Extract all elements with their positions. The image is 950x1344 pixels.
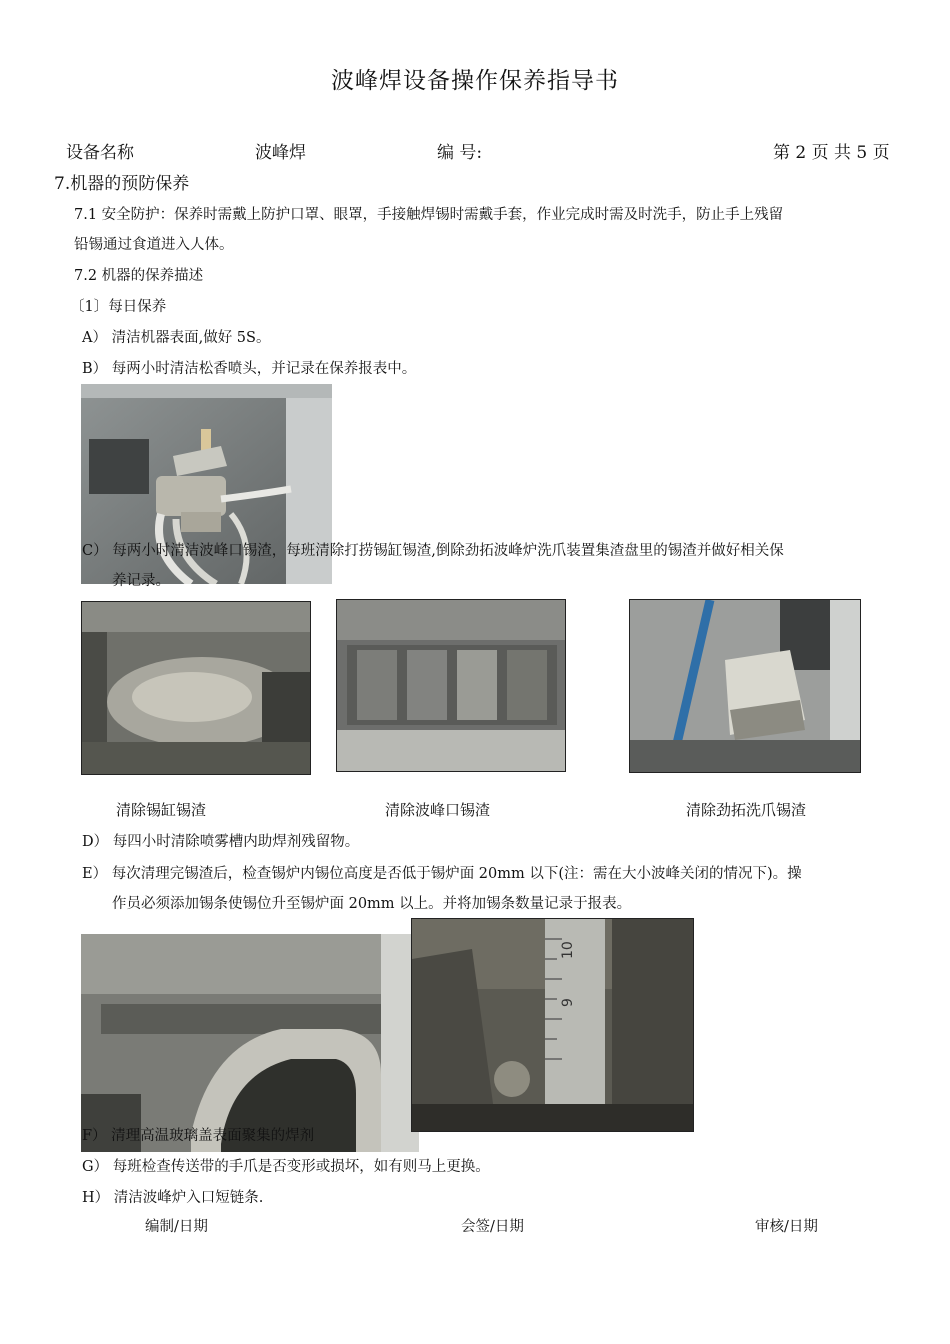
footer-review: 审核/日期	[755, 1219, 818, 1235]
item-g: G） 每班检查传送带的手爪是否变形或损坏，如有则马上更换。	[82, 1159, 490, 1175]
claw-wash-dross-photo	[629, 599, 861, 773]
safety-line-1: 7.1 安全防护：保养时需戴上防护口罩、眼罩，手接触焊锡时需戴手套，作业完成时需及时洗手，防止手上残留	[74, 207, 784, 223]
daily-maintenance-heading: 〔1〕每日保养	[70, 299, 167, 315]
safety-line-2: 铅锡通过食道进入人体。	[74, 237, 234, 253]
item-e-line-2: 作员必须添加锡条使锡位升至锡炉面 20mm 以上。并将加锡条数量记录于报表。	[112, 896, 632, 912]
document-title: 波峰焊设备操作保养指导书	[331, 68, 619, 94]
footer-countersign: 会签/日期	[461, 1219, 524, 1235]
item-a: A） 清洁机器表面,做好 5S。	[82, 330, 271, 346]
item-h: H） 清洁波峰炉入口短链条.	[82, 1190, 264, 1206]
caption-wave-nozzle: 清除波峰口锡渣	[385, 801, 491, 819]
item-c-line-1: C） 每两小时清洁波峰口锡渣，每班清除打捞锡缸锡渣,倒除劲拓波峰炉洗爪装置集渣盘里的锡渣并做好相关保	[82, 543, 784, 559]
subsection-heading: 7.2 机器的保养描述	[74, 268, 204, 284]
number-label: 编 号:	[437, 143, 483, 163]
item-f: F） 清理高温玻璃盖表面聚集的焊剂	[82, 1128, 315, 1144]
wave-nozzle-dross-photo	[336, 599, 566, 772]
item-e-line-1: E） 每次清理完锡渣后，检查锡炉内锡位高度是否低于锡炉面 20mm 以下(注：需在大小波峰关闭的情况下)。操	[82, 866, 802, 882]
item-c-line-2: 养记录。	[112, 573, 170, 589]
glass-cover-photo	[81, 934, 419, 1152]
ruler-mark-9: 9	[560, 998, 576, 1007]
item-b: B） 每两小时清洁松香喷头，并记录在保养报表中。	[82, 361, 417, 377]
device-name-label: 设备名称	[66, 143, 134, 163]
item-d: D） 每四小时清除喷雾槽内助焊剂残留物。	[82, 834, 360, 850]
caption-tin-tank: 清除锡缸锡渣	[116, 801, 207, 819]
caption-claw-wash: 清除劲拓洗爪锡渣	[686, 801, 807, 819]
footer-prepared: 编制/日期	[145, 1219, 208, 1235]
tin-level-ruler-photo	[411, 918, 694, 1132]
section-heading: 7.机器的预防保养	[54, 174, 190, 194]
ruler-mark-10: 10	[560, 941, 576, 959]
tin-tank-dross-photo	[81, 601, 311, 775]
device-name-value: 波峰焊	[255, 143, 306, 163]
page-info: 第 2 页 共 5 页	[773, 143, 890, 163]
